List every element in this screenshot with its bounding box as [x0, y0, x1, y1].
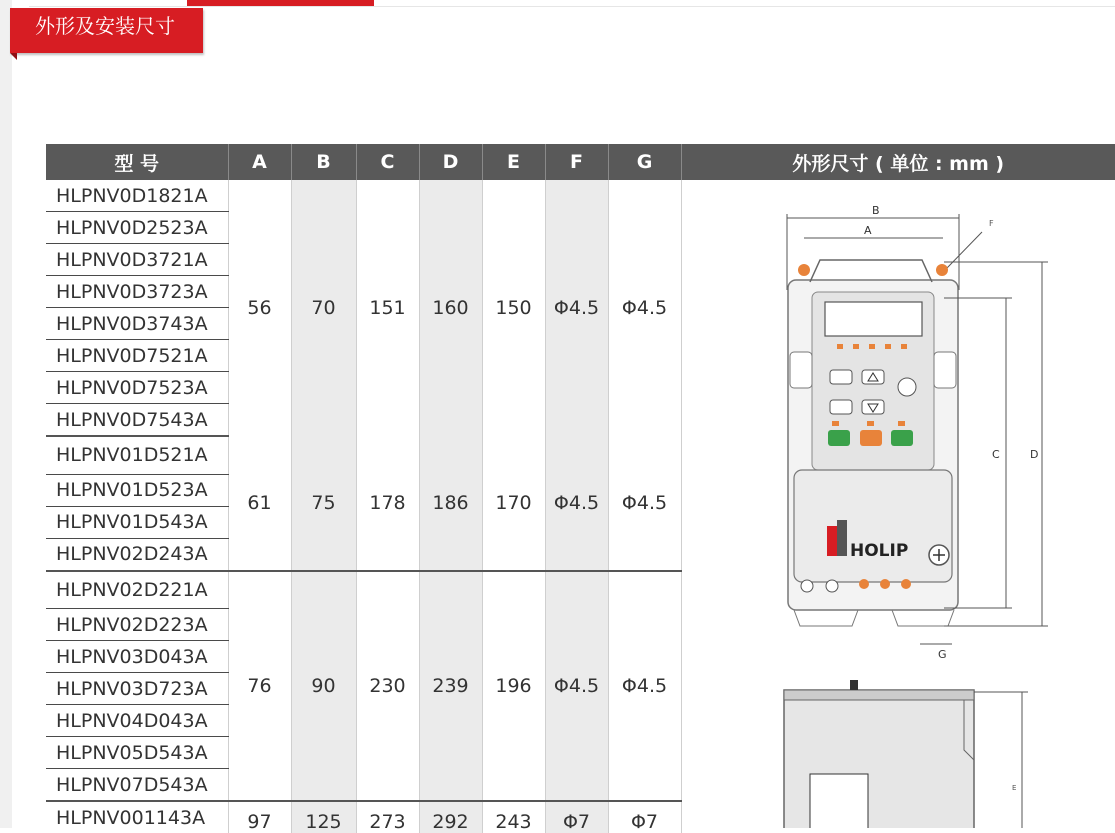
model-cell: HLPNV01D521A: [46, 436, 228, 474]
lower-cover: [794, 470, 952, 582]
model-cell: HLPNV03D043A: [46, 641, 228, 673]
model-cell: HLPNV02D221A: [46, 571, 228, 609]
dim-label-c: C: [992, 448, 1000, 461]
model-cell: HLPNV0D2523A: [46, 212, 228, 244]
dim-label-e: E: [1012, 784, 1016, 792]
value-e: 150: [482, 180, 545, 436]
value-e: 196: [482, 571, 545, 802]
outline-figure-cell: [681, 180, 1115, 833]
col-header-model: 型 号: [46, 144, 228, 180]
model-cell: HLPNV01D543A: [46, 506, 228, 538]
model-cell: HLPNV03D723A: [46, 673, 228, 705]
value-b: 70: [291, 180, 356, 436]
model-cell: HLPNV0D7523A: [46, 372, 228, 404]
table-header-row: [46, 144, 1115, 180]
value-d: 239: [419, 571, 482, 802]
dim-label-b: B: [872, 204, 880, 217]
model-cell: HLPNV01D523A: [46, 474, 228, 506]
mounting-hole-right: [936, 264, 948, 276]
section-tag: 外形及安装尺寸: [10, 8, 203, 53]
value-g: Φ4.5: [608, 571, 681, 802]
col-header-e: E: [482, 144, 545, 180]
model-cell: HLPNV0D7543A: [46, 404, 228, 437]
value-a: 61: [228, 436, 291, 571]
model-cell: HLPNV0D3721A: [46, 244, 228, 276]
value-e: 170: [482, 436, 545, 571]
brand-logo-mark: [827, 526, 837, 556]
value-f: Φ4.5: [545, 571, 608, 802]
active-tab-indicator: [187, 0, 374, 6]
col-header-d: D: [419, 144, 482, 180]
section-tag-fold: [10, 53, 17, 60]
value-d: 186: [419, 436, 482, 571]
table-row: [46, 180, 1115, 212]
value-f: Φ4.5: [545, 180, 608, 436]
value-g: Φ4.5: [608, 436, 681, 571]
col-header-c: C: [356, 144, 419, 180]
model-cell: HLPNV0D7521A: [46, 340, 228, 372]
value-b: 75: [291, 436, 356, 571]
value-f: Φ4.5: [545, 436, 608, 571]
value-f: Φ7: [545, 801, 608, 833]
brand-name: HOLIP: [850, 541, 908, 561]
model-cell: HLPNV0D3723A: [46, 276, 228, 308]
value-c: 273: [356, 801, 419, 833]
model-cell: HLPNV001143A: [46, 801, 228, 833]
col-header-outline: 外形尺寸 ( 单位 : mm ): [681, 144, 1115, 180]
dim-label-g: G: [938, 648, 947, 661]
lcd-display: [825, 302, 922, 336]
col-header-a: A: [228, 144, 291, 180]
col-header-g: G: [608, 144, 681, 180]
mounting-hole-left: [798, 264, 810, 276]
value-a: 76: [228, 571, 291, 802]
model-cell: HLPNV04D043A: [46, 705, 228, 737]
outline-drawing: [682, 180, 1115, 828]
model-cell: HLPNV0D3743A: [46, 308, 228, 340]
dimension-table: [46, 144, 1115, 833]
dim-label-f: F: [989, 219, 994, 228]
value-a: 56: [228, 180, 291, 436]
value-d: 292: [419, 801, 482, 833]
value-g: Φ7: [608, 801, 681, 833]
value-d: 160: [419, 180, 482, 436]
model-cell: HLPNV02D243A: [46, 538, 228, 571]
model-cell: HLPNV05D543A: [46, 737, 228, 769]
dim-label-a: A: [864, 224, 872, 237]
value-c: 178: [356, 436, 419, 571]
value-a: 97: [228, 801, 291, 833]
model-cell: HLPNV07D543A: [46, 769, 228, 802]
value-c: 151: [356, 180, 419, 436]
col-header-f: F: [545, 144, 608, 180]
model-cell: HLPNV02D223A: [46, 609, 228, 641]
value-b: 125: [291, 801, 356, 833]
value-g: Φ4.5: [608, 180, 681, 436]
value-c: 230: [356, 571, 419, 802]
top-divider: [29, 6, 1115, 7]
model-cell: HLPNV0D1821A: [46, 180, 228, 212]
value-e: 243: [482, 801, 545, 833]
value-b: 90: [291, 571, 356, 802]
page-left-strip: [0, 0, 12, 828]
dim-label-d: D: [1030, 448, 1038, 461]
col-header-b: B: [291, 144, 356, 180]
